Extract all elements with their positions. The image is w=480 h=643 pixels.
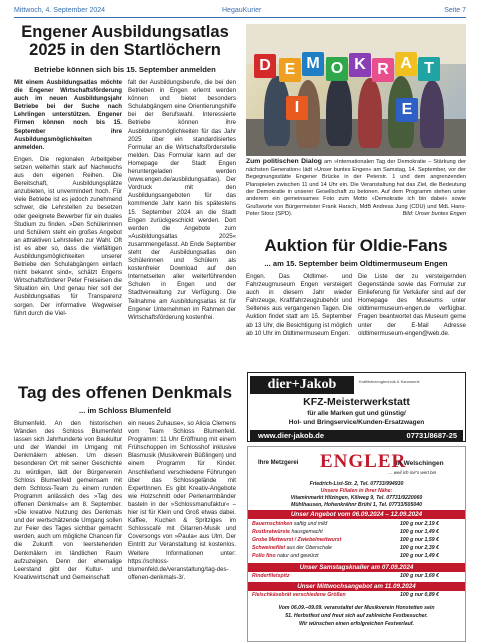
article1-column2 — [128, 79, 236, 373]
ad-dier-line1: für alle Marken gut und günstig/ — [307, 410, 406, 417]
letter-card: K — [349, 53, 371, 77]
article1-col1-text: Engen. Die regionalen Arbeitgeber setzen weiterhin stark auf Nachwuchs aus den eigenen Reihen. Die Bereitschaft, Ausbildungsplätze anzubieten, ist unvermindert hoch. Für viele Betriebe ist es jedoch zunehmend schwer, die Lehrstellen zu besetzen oder geeignete Bewerber für ein duales Studium zu finden. »Den Schülerinnen und Schülern steht ein großes Angebot an attraktiven Lehrstellen zur Wahl. Oft ist es aber so, dass die vielfältigen Ausbildungsmöglichkeiten unserer Betriebe den Schulabgängern einfach nicht bekannt sind«, schätzt Engens Wirtschaftsförderer Peter Freiseisen die Situation ein. Und genau hier soll der Ausbildungsatlas für Transparenz sorgen. Der informative Wegweiser führt durch die Viel- — [14, 155, 122, 317]
article1-column1 — [14, 79, 122, 373]
ad-engler-footer2: 51. Herbstfest und freut sich auf zahlreiche Festbesucher. — [285, 613, 428, 619]
ad-dier-title: KFZ-Meisterwerkstatt — [303, 396, 410, 408]
article3-column2: ein neues Zuhause«, so Alicia Clemens vom Team Schloss Blumenfeld. Programm: 11 Uhr Eröffnung mit einem Frühschoppen im Schlosshof inklusive Blasmusik (Musikverein Büßlingen) und einem Programm für Kinder. Anschließend verschiedene Führungen über das Schlossgelände mit ExpertInnen. Es gibt Kreativ-Angebote wie Holzschnitt oder Perlenarmbänder basteln in der »Schlossmanufaktur« – hier ist für Klein und Groß etwas dabei. Kaffee, Kuchen & Spritziges im Schlosscafé mit Gitarren-Musik und Coversongs von »Paula« aus Ulm. Der Eintritt zur Veranstaltung ist kostenlos. Weitere Informationen unter: https://schloss-blumenfeld.de/veranstaltung/tag-des-offenen-denkmals-3/. — [128, 420, 236, 581]
article3-title: Tag des offenen Denkmals — [17, 383, 233, 402]
page-header — [14, 6, 466, 18]
ad-dier-contact-bar — [250, 430, 463, 441]
article3-column1: Blumenfeld. An den historischen Wänden des Schloss Blumenfeld lassen sich Jahrhunderte von Baukultur und der Wandel im Umgang mit Denkmälern ablesen. Um diesen besonderen Ort mit seiner Geschichte zu würdigen, lädt der Bürgerverein Schloss Blumenfeld gemeinsam mit dem Schloss-Team zu einem runden Programm anlässlich des »Tag des offenen Denkmals« am 8. September. »Die kreative Nutzung des Denkmals und der wertschätzende Umgang sollen zur Feier des Tages sichtbar gemacht werden, auch um mögliche Chancen für die Zukunft von leerstehenden Denkmälern im ländlichen Raum aufzuzeigen. Denn der ehemalige Leerstand gibt der Kultur- und Kreativwirtschaft und Gemeinschaft — [14, 420, 122, 581]
article2-column2: Die Liste der zu versteigernden Gegenstände sowie das Formular zur Einlieferung für Verkäufer sind auf der Homepage des Museums unter oldtimermuseum-engen.de verfügbar. Fragen beantwortet das Museum gerne unter der E-Mail Adresse oldtimermuseum-engen@web.de. — [358, 273, 466, 337]
ad-engler-address: Friedrich-List-Str. 2, Tel. 07733/994930 — [309, 481, 404, 487]
letter-card: T — [418, 57, 440, 81]
ad-engler-item: Schweinefilet aus der Oberschale 100 g nur 2,39 € — [252, 545, 439, 551]
democracy-photo — [246, 24, 466, 156]
ad-engler-wednesday-title: Unser Mittwochsangebot am 11.09.2024 — [248, 582, 465, 591]
letter-card: O — [326, 57, 348, 81]
ad-engler-filiale2: Mühlhausen, Hohenkrähnr Brühl 1, Tel. 07733/505040 — [291, 502, 422, 508]
caption-lead: Zum politischen Dialog — [246, 158, 322, 165]
ad-engler-label: Ihre Metzgerei — [258, 460, 299, 466]
article2-subtitle: ... am 15. September beim Oldtimermuseum Engen — [264, 259, 448, 268]
ad-dier-phone: 07731/8687-25 — [406, 431, 457, 440]
letter-card: R — [372, 58, 394, 82]
ad-engler-item: Grobe Mettwurst / Zwiebelmettwurst 100 g nur 1,59 € — [252, 537, 439, 543]
article1-col2-text: falt der Ausbildungsberufe, die bei den Betrieben in Engen erlernt werden können und bietet besonders Schulabgängern eine Orientierungshilfe bei der Berufswahl. Interessierte Betriebe können ihre Ausbildungsmöglichkeiten für das Jahr 2025 über ein standardisiertes Formular an die Wirtschaftsförderstelle melden. Das Formular kann auf der Homepage der Stadt Engen heruntergeladen werden (www.engen.de/ausbildungsatlas). Der Vordruck mit den Ausbildungsangeboten für das kommende Jahr kann bis spätestens 15. September 2024 an die Stadt Engen zurückgeschickt werden. Dort werden die Angebote zum »Ausbildungsatlas 2025« zusammengefasst. Ab Ende September steht der Ausbildungsatlas den Schülerinnen und Schülern als kostenfreier Download auf den Internetseiten aller weiterführenden Schulen in Engen und der Stadtverwaltung zur Verfügung. Die Teilnahme am Ausbildungsatlas ist für Engener Unternehmen im Rahmen der Wirtschaftsförderung kostenfrei. — [128, 79, 236, 321]
letter-card: E — [396, 98, 418, 122]
ad-engler-filiale1: Vitaminmarkt Hilzingen, Kiliweg 9, Tel. 07731/9220060 — [290, 495, 423, 501]
ad-engler — [247, 446, 466, 642]
ad-dier-tagline: Kraftfahrzeugtechnik & Karosserie — [359, 379, 420, 384]
ad-engler-slogan: … weil ich mir's wert bin — [388, 470, 437, 475]
ad-engler-offer-title: Unser Angebot vom 06.09.2024 – 12.09.2024 — [248, 510, 465, 519]
ad-engler-item: Pollo fino natur und gewürzt 100 g nur 1,49 € — [252, 553, 439, 559]
article1-title-line1: Engener Ausbildungsatlas — [21, 23, 229, 41]
ad-engler-footer1: Vom 06.09.–09.09. veranstaltet der Musikverein Honstetten sein — [278, 605, 435, 611]
caption-text: am »Internationalen Tag der Demokratie – Stärkung der nächsten Generation« lädt »Unser buntes Engen« am Samstag, 14. September, vor der Begegnungsstätte Engener Brücke in der Peterstr. 1 und dem angrenzenden Planspielen zwischen 11 und 14 Uhr ein. Die Veranstaltung hat das Ziel, die Bedeutung der Demokratie in unserer Gesellschaft zu betonen. Auf dem Programm stehen unter anderem ein gemeinsames Foto zum Motto »Demokratie ich bin dabei« sowie Grußworte von Bürgermeister Frank Harsch, MdB Andreas Jung (CDU) und MdL Hans-Peter Storz (SPD). — [246, 159, 466, 218]
ad-dier-line2: Hol- und Bringservice/Kunden-Ersatzwagen — [288, 419, 425, 426]
ad-engler-wednesday-item: Fleischkäsebrät verschiedene Größen 100 g nur 0,89 € — [252, 592, 439, 598]
letter-card: M — [302, 52, 324, 76]
letter-card: I — [286, 96, 308, 120]
letter-card: D — [254, 54, 276, 78]
ad-engler-footer3: Wir wünschen einen erfolgreichen Festverlauf. — [299, 621, 414, 627]
ad-engler-name: ENGLER — [320, 451, 407, 472]
letter-card: A — [395, 52, 417, 76]
ad-dier-web[interactable]: www.dier-jakob.de — [258, 431, 324, 440]
article3-subtitle: ... im Schloss Blumenfeld — [79, 406, 171, 415]
article2-column1: Engen. Das Oldtimer- und Fahrzeugmuseum Engen versteigert auch in diesem Jahr wieder Fahrzeuge, Kraftfahrzeugzubehör und Seltenes aus vergangenen Tagen. Die Auktion findet statt am 15. September ab 13 Uhr, die Besichtigung ist möglich ab 10 Uhr im Oldtimermuseum Engen. — [246, 273, 352, 337]
ad-engler-item: Rostbratwürste hausgemacht 100 g nur 1,49 € — [252, 529, 439, 535]
ad-dier-logo: dier+Jakob — [250, 376, 354, 394]
header-paper: HegauKurier — [222, 7, 262, 14]
ad-engler-saturday-item: Rinderfiletspitz 100 g nur 3,69 € — [252, 573, 439, 579]
header-page: Seite 7 — [444, 7, 466, 14]
article1-lead: Mit einem Ausbildungsatlas möchte die Engener Wirtschaftsförderung auch im neuen Ausbildungsjahr Betriebe bei der Suche nach Lehrlingen unterstützen. Engener Firmen können noch bis 15. September ihre Ausbildungsmöglichkeiten anmelden. — [14, 79, 122, 151]
photo-caption — [246, 158, 466, 238]
article1-subtitle: Betriebe können sich bis 15. September anmelden — [34, 65, 216, 74]
article1-title — [14, 24, 236, 60]
ad-dier-jakob — [247, 372, 466, 442]
ad-engler-place: in Welschingen — [396, 460, 444, 467]
ad-engler-saturday-title: Unser Samstagsknaller am 07.09.2024 — [248, 563, 465, 572]
article2-title: Auktion für Oldie-Fans — [264, 236, 448, 255]
ad-engler-filialen: Unsere Filialen in Ihrer Nähe: — [320, 488, 393, 494]
photo-credit: Bild: Unser buntes Engen — [402, 211, 466, 218]
ad-engler-item: Bauernschinken saftig und mild 100 g nur 2,19 € — [252, 521, 439, 527]
header-date: Mittwoch, 4. September 2024 — [14, 7, 106, 14]
ad-engler-header — [248, 447, 465, 481]
letter-card: E — [279, 58, 301, 82]
article1-title-line2: 2025 in den Startlöchern — [29, 40, 221, 59]
